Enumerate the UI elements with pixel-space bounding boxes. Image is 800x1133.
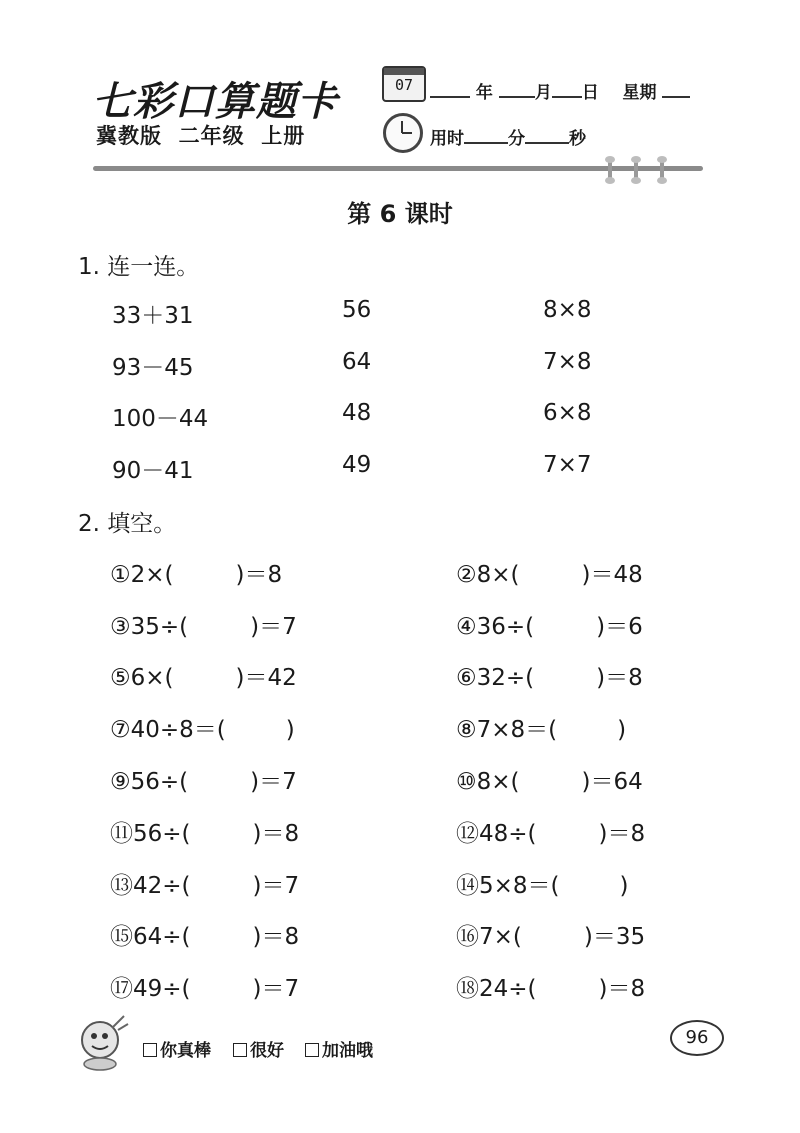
- checkbox-icon[interactable]: [143, 1043, 157, 1057]
- match-middle-item[interactable]: 64: [342, 349, 372, 375]
- fill-blank-problem[interactable]: ⑩8×( )＝64: [456, 769, 643, 795]
- day-label: 日: [581, 83, 599, 103]
- edition-label: 冀教版: [96, 124, 162, 148]
- day-blank[interactable]: [552, 82, 582, 98]
- weekday-label: 星期: [622, 83, 657, 103]
- match-middle-item[interactable]: 56: [342, 297, 372, 323]
- brand-title: 七彩口算题卡: [92, 79, 338, 125]
- fill-blank-problem[interactable]: ⑰49÷( )＝7: [110, 976, 300, 1002]
- minutes-blank[interactable]: [464, 128, 508, 144]
- seconds-blank[interactable]: [525, 128, 569, 144]
- fill-blank-problem[interactable]: ⑮64÷( )＝8: [110, 924, 300, 950]
- binder-pin-icon: [660, 158, 664, 182]
- edition-line: [96, 120, 305, 150]
- weekday-blank[interactable]: [662, 82, 690, 98]
- minute-label: 分: [508, 129, 525, 149]
- time-fields: [430, 124, 586, 149]
- fill-blank-problem[interactable]: ④36÷( )＝6: [456, 614, 643, 640]
- calendar-icon: 07: [382, 66, 426, 102]
- month-blank[interactable]: [499, 82, 535, 98]
- binder-pin-icon: [634, 158, 638, 182]
- rating-option-keep-going[interactable]: 加油哦: [305, 1036, 373, 1061]
- fill-blank-problem[interactable]: ⑪56÷( )＝8: [110, 821, 300, 847]
- lesson-title: 第 6 课时: [347, 200, 453, 228]
- match-left-item[interactable]: 33＋31: [112, 303, 194, 329]
- match-right-item[interactable]: 8×8: [543, 297, 592, 323]
- section-1-title: 1. 连一连。: [78, 254, 200, 280]
- binder-pin-icon: [608, 158, 612, 182]
- section-2-title: 2. 填空。: [78, 511, 177, 537]
- date-fields: [430, 78, 690, 103]
- match-left-item[interactable]: 100－44: [112, 406, 209, 432]
- fill-blank-problem[interactable]: ⑯7×( )＝35: [456, 924, 646, 950]
- second-label: 秒: [569, 129, 586, 149]
- checkbox-icon[interactable]: [233, 1043, 247, 1057]
- page-number: 96: [670, 1020, 724, 1056]
- match-middle-item[interactable]: 49: [342, 452, 372, 478]
- match-right-item[interactable]: 7×8: [543, 349, 592, 375]
- match-middle-item[interactable]: 48: [342, 400, 372, 426]
- mascot-icon: [72, 1010, 132, 1072]
- year-blank[interactable]: [430, 82, 470, 98]
- fill-blank-problem[interactable]: ⑤6×( )＝42: [110, 665, 297, 691]
- volume-label: 上册: [261, 124, 306, 148]
- fill-blank-problem[interactable]: ⑭5×8＝( ): [456, 873, 629, 899]
- match-left-item[interactable]: 90－41: [112, 458, 194, 484]
- fill-blank-problem[interactable]: ⑫48÷( )＝8: [456, 821, 646, 847]
- fill-blank-problem[interactable]: ⑥32÷( )＝8: [456, 665, 643, 691]
- match-right-item[interactable]: 7×7: [543, 452, 592, 478]
- fill-blank-problem[interactable]: ⑬42÷( )＝7: [110, 873, 300, 899]
- match-right-item[interactable]: 6×8: [543, 400, 592, 426]
- grade-label: 二年级: [178, 124, 245, 148]
- clock-icon: [383, 113, 423, 153]
- fill-blank-problem[interactable]: ①2×( )＝8: [110, 562, 283, 588]
- fill-blank-problem[interactable]: ⑧7×8＝( ): [456, 717, 627, 743]
- fill-blank-problem[interactable]: ⑱24÷( )＝8: [456, 976, 646, 1002]
- fill-blank-problem[interactable]: ③35÷( )＝7: [110, 614, 297, 640]
- fill-blank-problem[interactable]: ⑦40÷8＝( ): [110, 717, 295, 743]
- time-label: 用时: [430, 129, 464, 149]
- fill-blank-problem[interactable]: ⑨56÷( )＝7: [110, 769, 297, 795]
- year-label: 年: [475, 83, 493, 103]
- fill-blank-problem[interactable]: ②8×( )＝48: [456, 562, 643, 588]
- checkbox-icon[interactable]: [305, 1043, 319, 1057]
- rating-option-good[interactable]: 很好: [233, 1036, 284, 1061]
- month-label: 月: [534, 83, 552, 103]
- rating-option-great[interactable]: 你真棒: [143, 1036, 211, 1061]
- match-left-item[interactable]: 93－45: [112, 355, 194, 381]
